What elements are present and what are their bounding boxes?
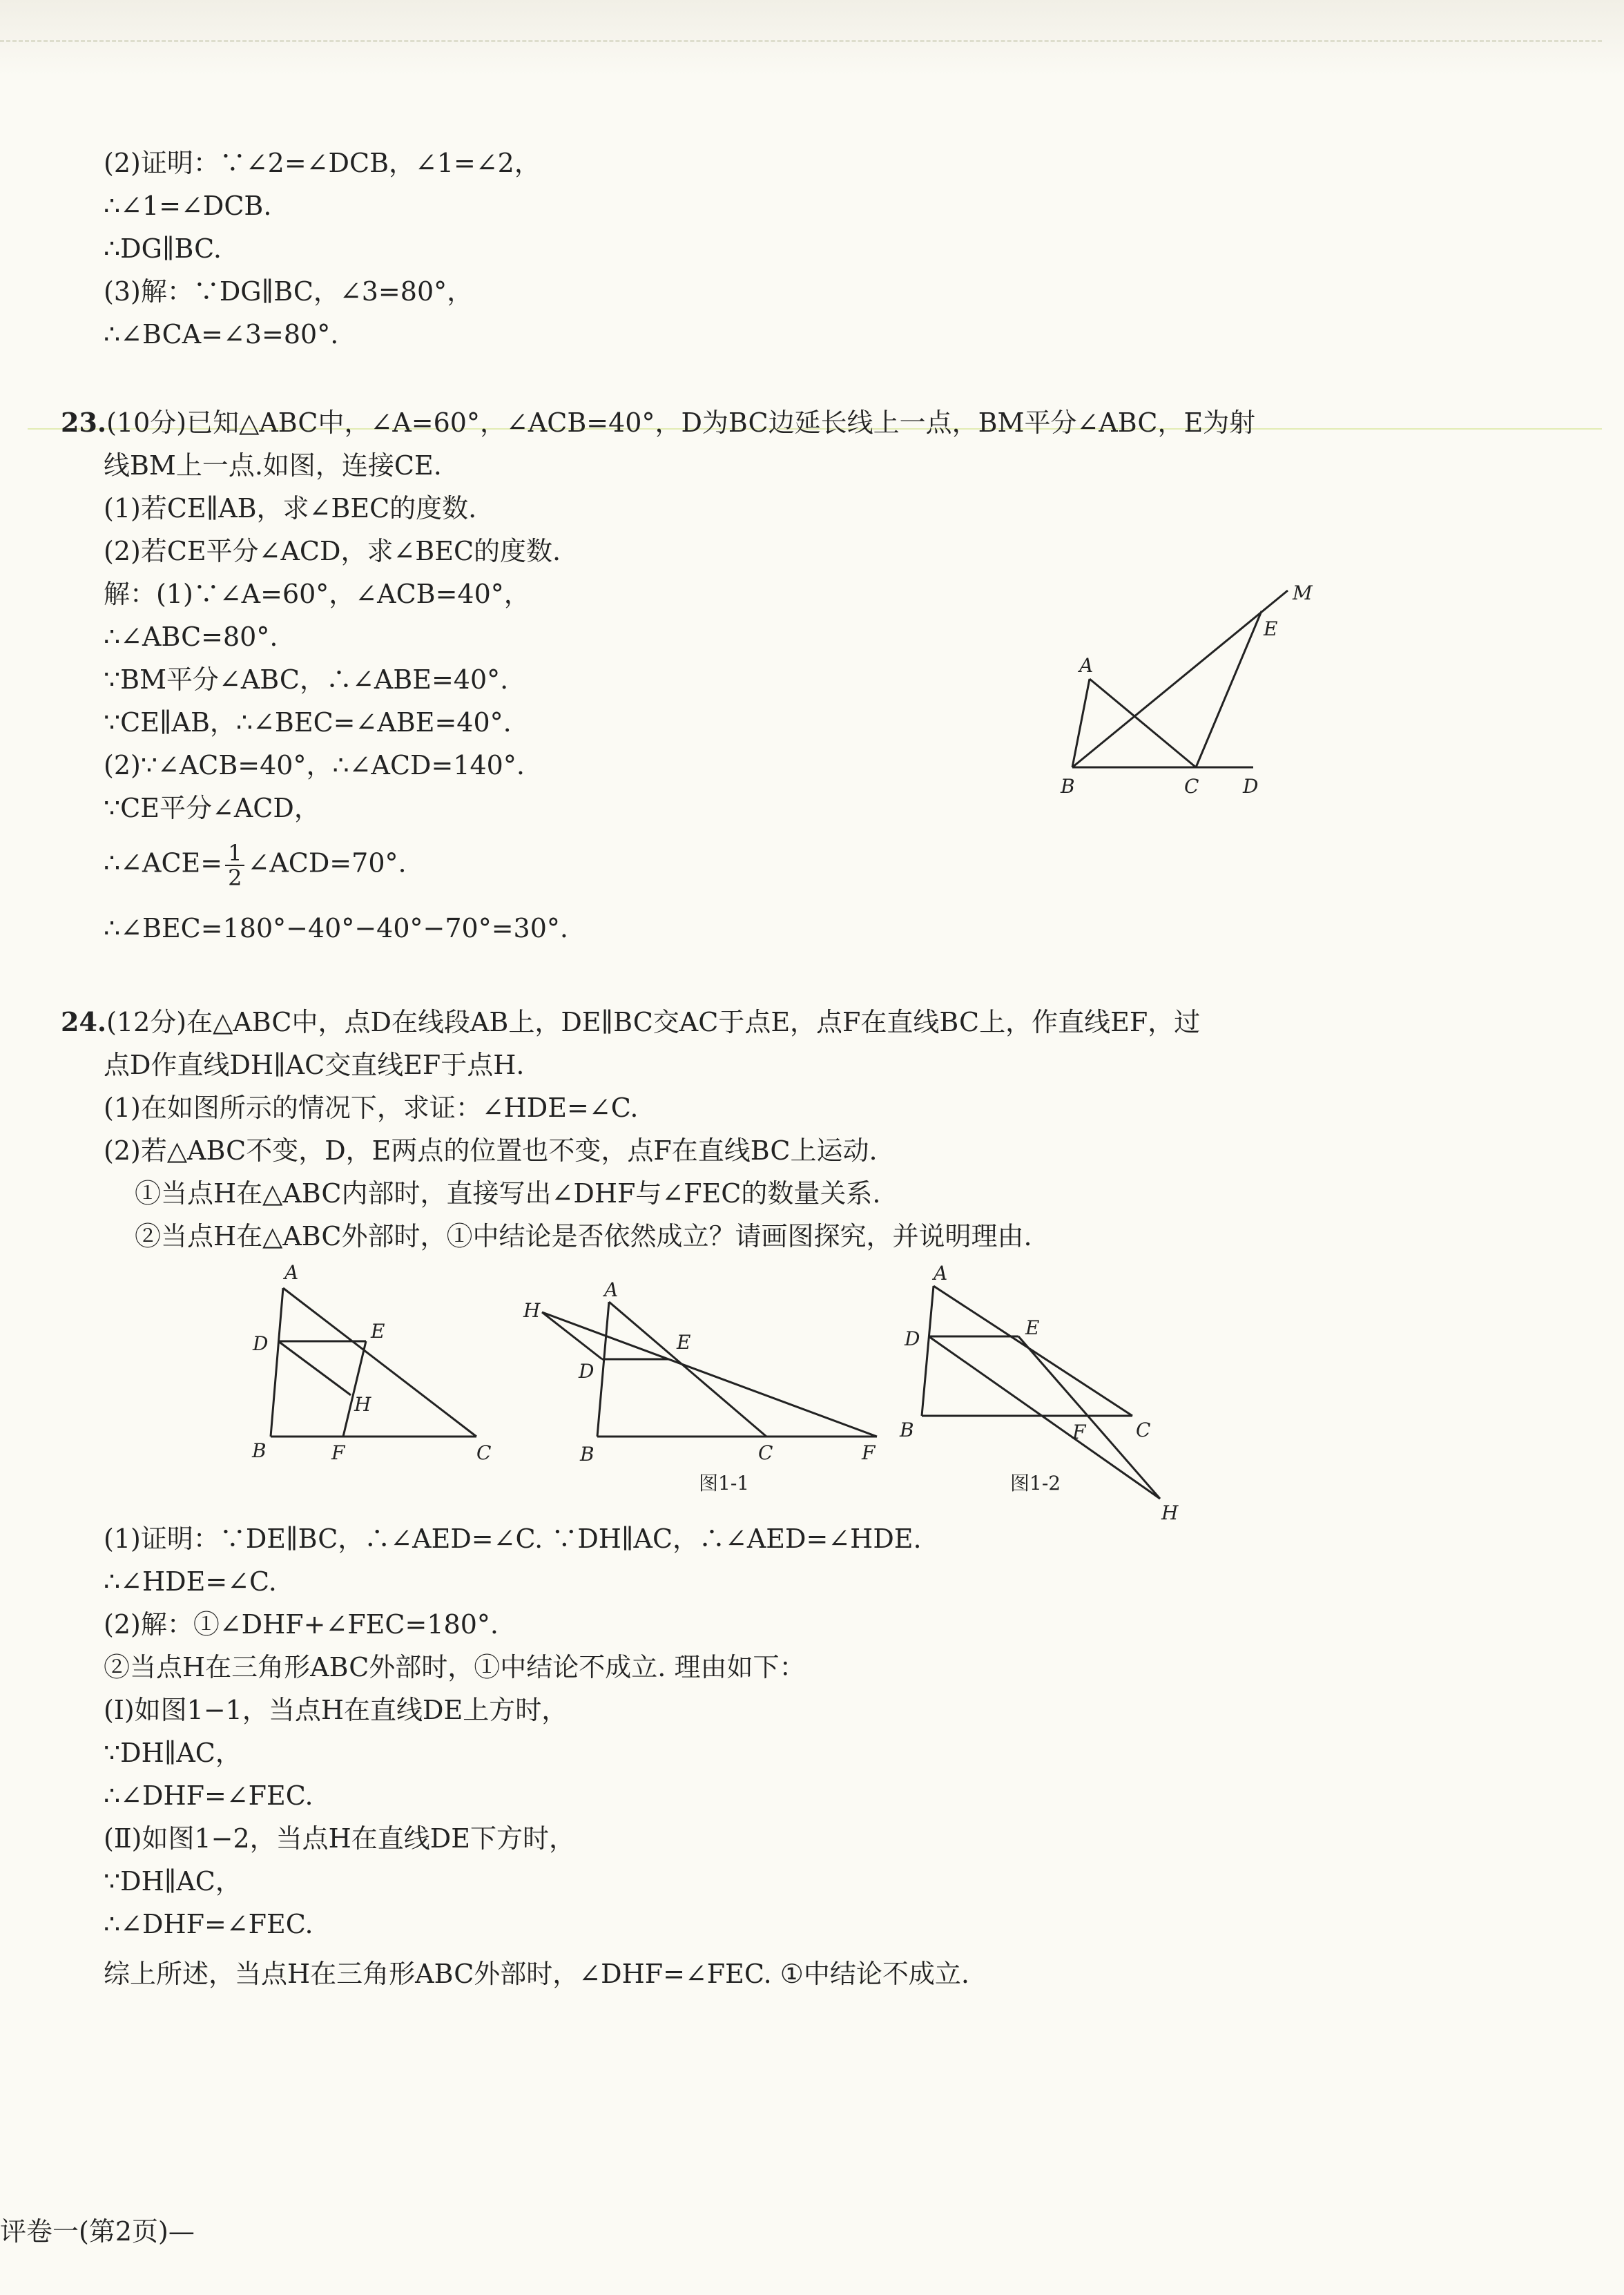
label-a: A: [1079, 654, 1094, 677]
fig1-ab: [597, 1302, 609, 1437]
q24-stem-text-1: (12分)在△ABC中，点D在线段AB上，DE∥BC交AC于点E，点F在直线BC上，作直线EF，过: [106, 1007, 1201, 1037]
q24-solution-9: ∵DH∥AC，: [104, 1866, 242, 1897]
fig-main-label-d: D: [253, 1332, 269, 1355]
fraction-denominator: 2: [228, 865, 242, 891]
q23-number: 23.: [61, 407, 107, 438]
label-e: E: [1264, 617, 1278, 640]
fig2-eh: [1018, 1336, 1160, 1499]
fig1-label-b: B: [580, 1443, 594, 1466]
fig1-label-h: H: [523, 1299, 541, 1322]
fig-main-label-h: H: [354, 1393, 371, 1416]
fig2-dh: [929, 1336, 1160, 1499]
fig-main-label-e: E: [371, 1320, 385, 1343]
q24-part-2-1: ①当点H在△ABC内部时，直接写出∠DHF与∠FEC的数量关系.: [135, 1178, 881, 1209]
q24-solution-3: (2)解：①∠DHF+∠FEC=180°.: [104, 1609, 499, 1640]
q24-solution-1: (1)证明：∵DE∥BC，∴∠AED=∠C. ∵DH∥AC，∴∠AED=∠HDE.: [104, 1524, 922, 1554]
fig2-label-b: B: [900, 1419, 914, 1441]
fig-main-label-a: A: [284, 1261, 299, 1284]
q23-stem-line-2: 线BM上一点.如图，连接CE.: [104, 450, 442, 481]
q24-solution-8: (Ⅱ)如图1−2，当点H在直线DE下方时，: [104, 1823, 576, 1854]
page-footer: 评卷一(第2页)—: [0, 2216, 195, 2247]
q23-solution-7: [104, 841, 407, 890]
q23-solution-8: ∴∠BEC=180°−40°−40°−70°=30°.: [104, 913, 568, 943]
fig-main-dh: [278, 1341, 351, 1395]
fig1-label-a: A: [604, 1278, 619, 1301]
q24-solution-10: ∴∠DHF=∠FEC.: [104, 1909, 313, 1939]
label-d: D: [1243, 775, 1259, 798]
fig2-label-h: H: [1161, 1501, 1179, 1524]
fig2-caption: 图1-2: [1010, 1472, 1061, 1495]
q24-solution-4: ②当点H在三角形ABC外部时，①中结论不成立. 理由如下：: [104, 1652, 806, 1682]
fig-main-label-c: C: [476, 1441, 492, 1464]
q24-part-2: (2)若△ABC不变，D，E两点的位置也不变，点F在直线BC上运动.: [104, 1135, 878, 1166]
fraction-numerator: 1: [225, 841, 244, 866]
fig1-ac: [609, 1302, 766, 1437]
q24-solution-7: ∴∠DHF=∠FEC.: [104, 1780, 313, 1811]
q23-solution-1: 解：(1)∵∠A=60°，∠ACB=40°，: [104, 579, 530, 609]
fig1-hd: [542, 1312, 602, 1359]
ray-bm: [1072, 590, 1288, 767]
fig-main-label-b: B: [252, 1439, 267, 1462]
q23-solution-2: ∴∠ABC=80°.: [104, 622, 278, 652]
fig1-hf: [542, 1312, 877, 1437]
q24-solution-6: ∵DH∥AC，: [104, 1738, 242, 1768]
q23-part-2: (2)若CE平分∠ACD，求∠BEC的度数.: [104, 536, 561, 566]
fig-main-ac: [283, 1288, 476, 1437]
q23-solution-3: ∵BM平分∠ABC，∴∠ABE=40°.: [104, 664, 509, 695]
q23-solution-5: (2)∵∠ACB=40°，∴∠ACD=140°.: [104, 750, 525, 780]
fig1-label-e: E: [677, 1331, 691, 1354]
fig2-ab: [922, 1286, 934, 1416]
fig-main-ab: [271, 1288, 283, 1437]
q23-stem-line-1: [61, 403, 1255, 442]
one-half-fraction: [225, 841, 244, 890]
q23-part-1: (1)若CE∥AB，求∠BEC的度数.: [104, 493, 477, 524]
label-b: B: [1061, 775, 1075, 798]
segment-ab: [1072, 679, 1090, 767]
label-m: M: [1293, 582, 1313, 604]
q24-solution-5: (Ⅰ)如图1−1，当点H在直线DE上方时，: [104, 1695, 568, 1725]
q24-number: 24.: [61, 1006, 107, 1037]
segment-ac: [1090, 679, 1196, 767]
q24-solution-11: 综上所述，当点H在三角形ABC外部时，∠DHF=∠FEC. ①中结论不成立.: [104, 1959, 969, 1989]
q24-stem-line-2: 点D作直线DH∥AC交直线EF于点H.: [104, 1050, 525, 1080]
fig2-label-a: A: [934, 1262, 948, 1285]
fig1-label-c: C: [758, 1441, 773, 1464]
q23-solution-4: ∵CE∥AB，∴∠BEC=∠ABE=40°.: [104, 707, 512, 738]
fig1-caption: 图1-1: [699, 1472, 750, 1495]
fig1-label-d: D: [579, 1360, 594, 1383]
q23-ace-prefix: ∴∠ACE=: [104, 847, 223, 878]
fig2-ac: [934, 1286, 1132, 1416]
top-dashed-line: [0, 40, 1602, 42]
q23-ace-suffix: ∠ACD=70°.: [247, 847, 407, 878]
fig1-label-f: F: [862, 1441, 876, 1464]
q24-part-1: (1)在如图所示的情况下，求证：∠HDE=∠C.: [104, 1093, 639, 1123]
q24-solution-2: ∴∠HDE=∠C.: [104, 1566, 277, 1597]
q22-line-1: (2)证明：∵∠2=∠DCB，∠1=∠2，: [104, 148, 541, 178]
q23-solution-6: ∵CE平分∠ACD，: [104, 793, 320, 823]
fig2-label-d: D: [905, 1327, 920, 1350]
q22-line-4: (3)解：∵DG∥BC，∠3=80°，: [104, 276, 474, 307]
q22-line-3: ∴DG∥BC.: [104, 233, 222, 264]
label-c: C: [1184, 775, 1199, 798]
q22-line-2: ∴∠1=∠DCB.: [104, 191, 272, 221]
segment-ce: [1196, 611, 1262, 767]
page-top-shade: [0, 0, 1624, 76]
q24-part-2-2: ②当点H在△ABC外部时，①中结论是否依然成立？请画图探究，并说明理由.: [135, 1221, 1032, 1251]
fig-main-ef: [343, 1341, 366, 1437]
fig2-label-e: E: [1025, 1316, 1040, 1339]
fig-main-label-f: F: [331, 1441, 345, 1464]
fig2-label-c: C: [1136, 1419, 1151, 1441]
fig2-label-f: F: [1072, 1421, 1086, 1443]
q22-line-5: ∴∠BCA=∠3=80°.: [104, 319, 339, 349]
q24-stem-line-1: [61, 1003, 1200, 1041]
q23-stem-text-1: (10分)已知△ABC中，∠A=60°，∠ACB=40°，D为BC边延长线上一点，BM平分∠ABC，E为射: [106, 407, 1256, 438]
